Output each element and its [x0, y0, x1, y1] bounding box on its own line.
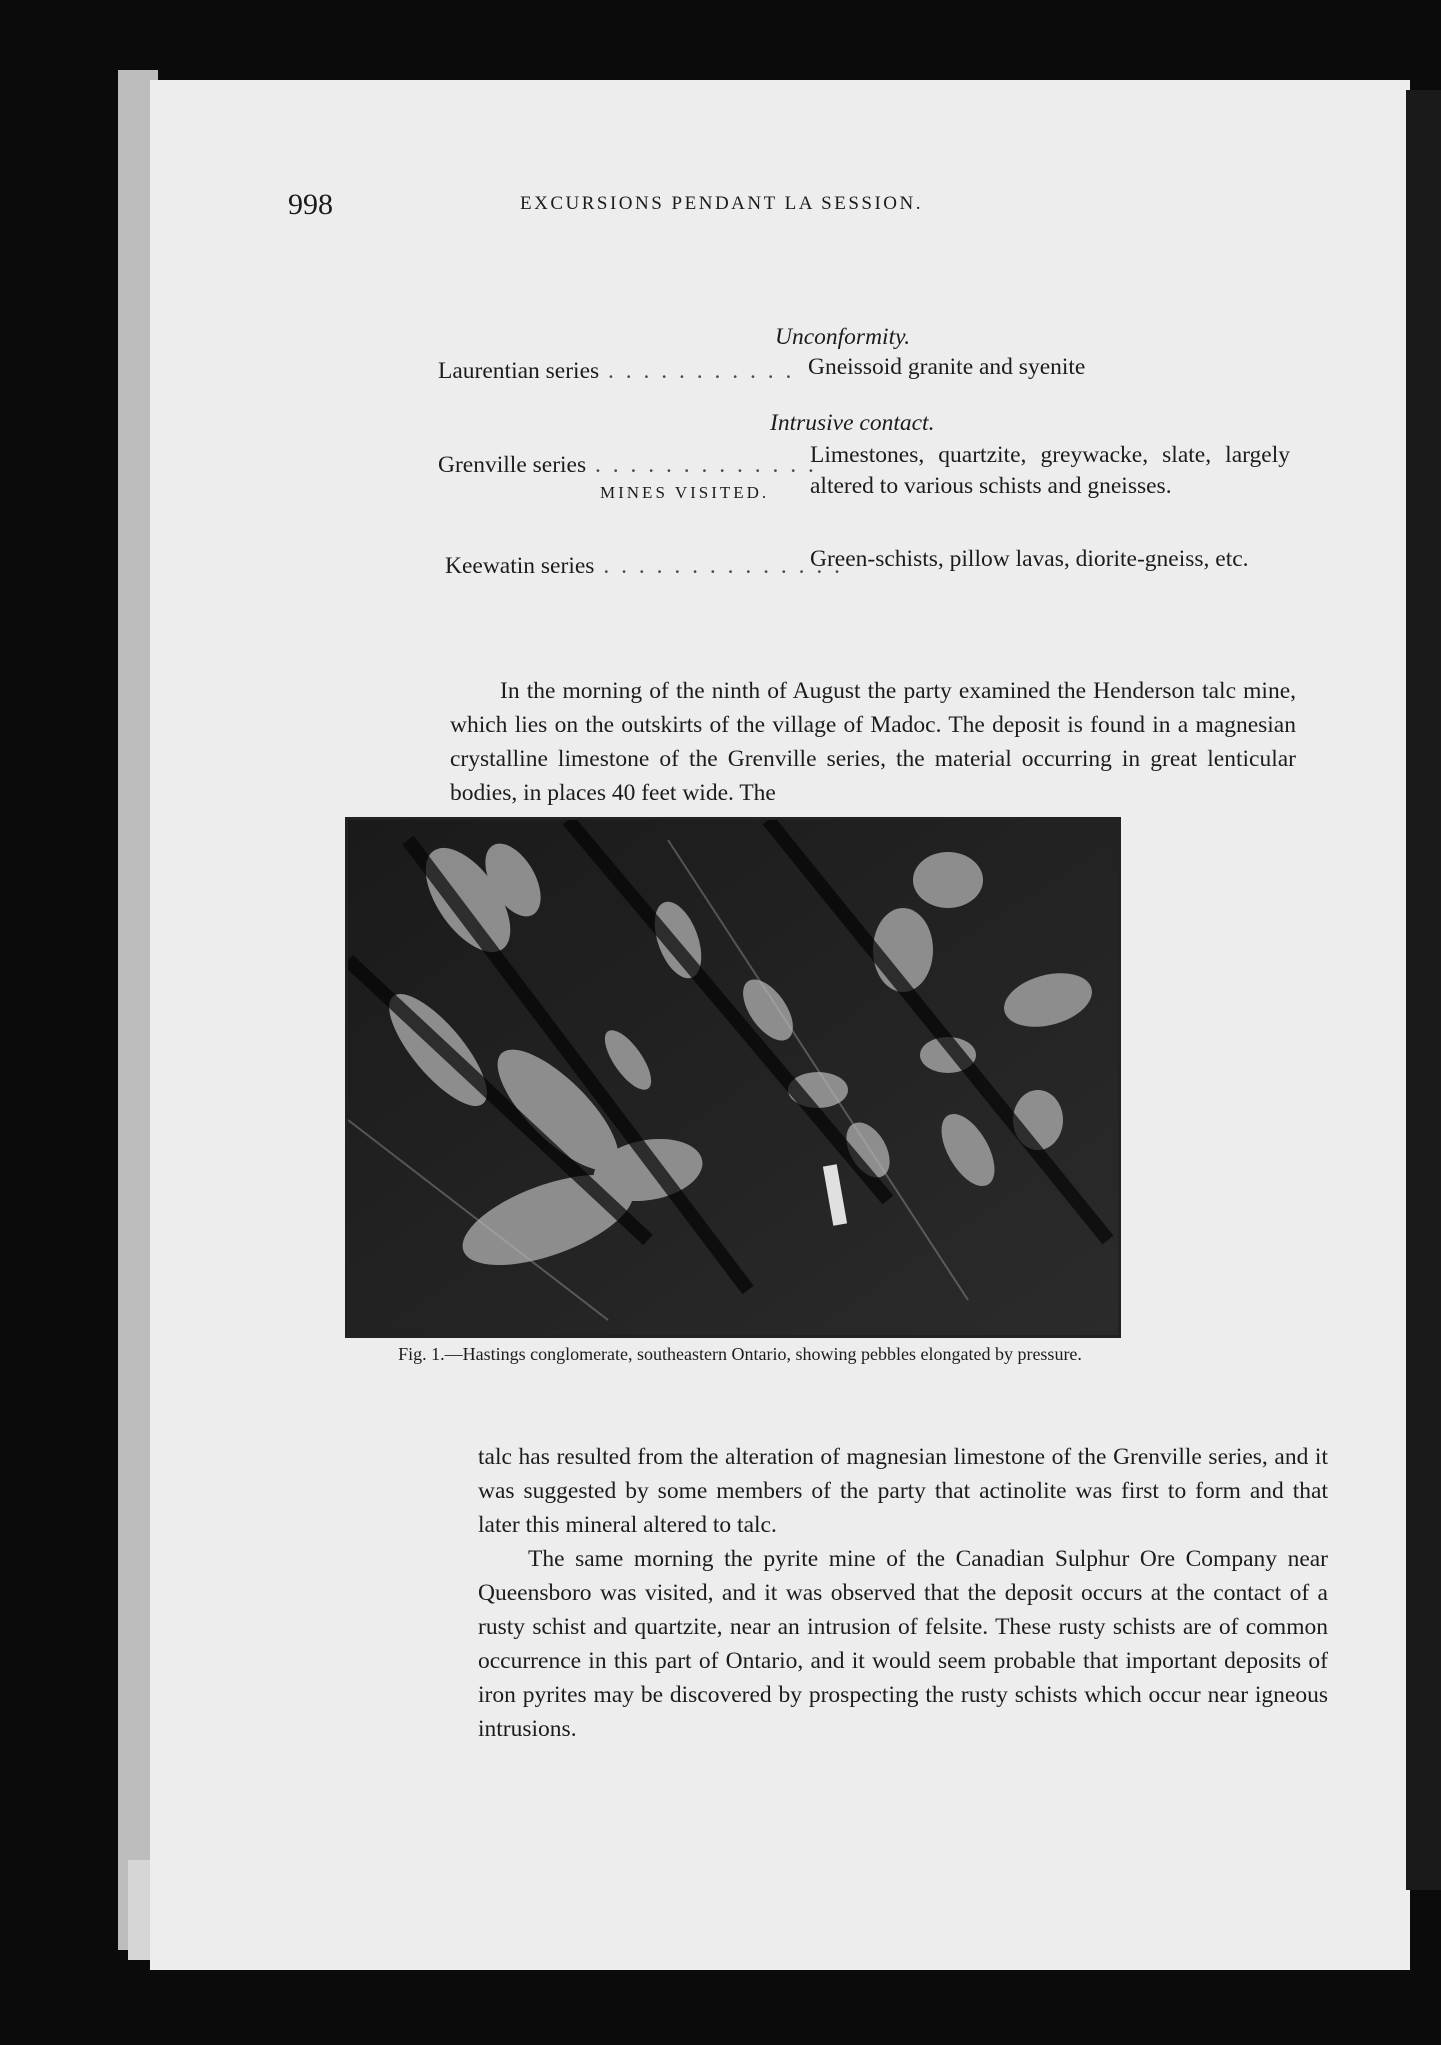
leader-dots: . . . . . . . . . . . . . . [594, 553, 843, 579]
laurentian-series-label [438, 358, 794, 385]
keewatin-series-desc: Green-schists, pillow lavas, diorite-gneiss, etc. [810, 546, 1249, 572]
grenville-series-text: Grenville series [438, 452, 587, 478]
leader-dots: . . . . . . . . . . . . . [586, 452, 817, 478]
page-number: 998 [288, 188, 333, 221]
conglomerate-photo-illustration [348, 820, 1118, 1335]
grenville-series-label [438, 452, 817, 479]
facing-page-edge [1406, 90, 1441, 1890]
grenville-series-desc: Limestones, quartzite, greywacke, slate, largely altered to various schists and gneisses. [810, 442, 1290, 499]
running-head: EXCURSIONS PENDANT LA SESSION. [520, 193, 923, 214]
intrusive-contact-label: Intrusive contact. [770, 410, 935, 436]
conglomerate-photograph [345, 817, 1121, 1338]
laurentian-series-text: Laurentian series [438, 358, 600, 384]
paragraph-1: In the morning of the ninth of August the party examined the Henderson talc mine, which lies on the outskirts of the village of Madoc. The deposit is found in a magnesian crystalline limestone of the Grenville series, the material occurring in great lenticular bodies, in places 40 feet wide. The [450, 678, 1296, 806]
unconformity-label: Unconformity. [775, 324, 911, 350]
leader-dots: . . . . . . . . . . . [599, 358, 795, 384]
keewatin-series-label [445, 553, 843, 580]
section-heading: MINES VISITED. [600, 483, 770, 502]
paragraph-2: talc has resulted from the alteration of magnesian limestone of the Grenville series, and it was suggested by some members of the party that actinolite was first to form and that later this mineral altered to talc. [478, 1444, 1328, 1538]
laurentian-series-desc: Gneissoid granite and syenite [808, 354, 1086, 380]
keewatin-series-text: Keewatin series [445, 553, 595, 579]
figure-caption: Fig. 1.—Hastings conglomerate, southeastern Ontario, showing pebbles elongated by pressure. [398, 1344, 1082, 1364]
paragraph-3: The same morning the pyrite mine of the Canadian Sulphur Ore Company near Queensboro was visited, and it was observed that the deposit occurs at the contact of a rusty schist and quartzite, near an intrusion of felsite. These rusty schists are of common occurrence in this part of Ontario, and it would seem probable that important deposits of iron pyrites may be discovered by prospecting the rusty schists which occur near igneous intrusions. [478, 1546, 1328, 1742]
